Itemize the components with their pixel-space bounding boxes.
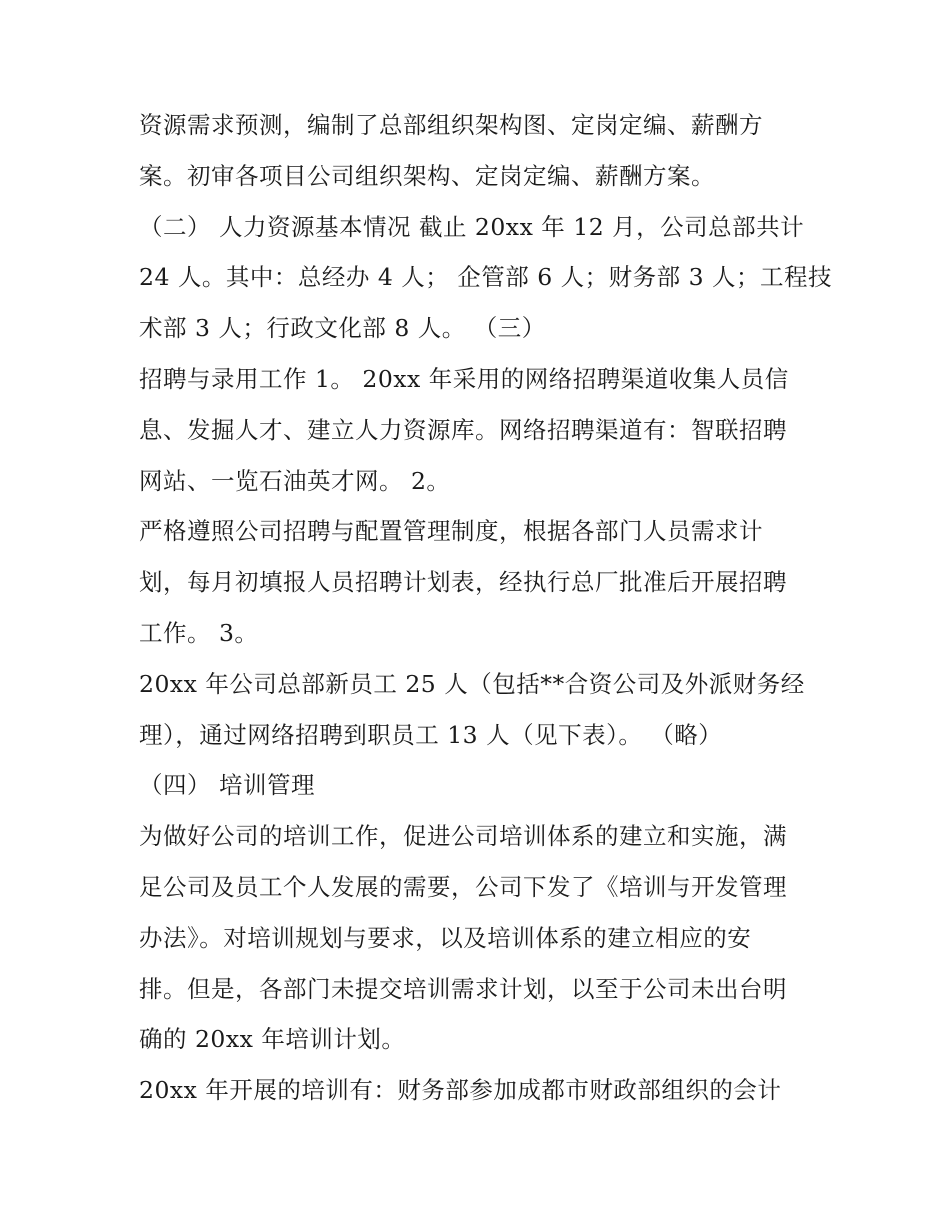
text-line: 工作。 3。 <box>139 618 259 647</box>
text-line: 20xx 年公司总部新员工 25 人（包括**合资公司及外派财务经 <box>139 669 805 698</box>
text-line: 20xx 年开展的培训有：财务部参加成都市财政部组织的会计 <box>139 1076 782 1105</box>
text-line: 案。初审各项目公司组织架构、定岗定编、薪酬方案。 <box>139 161 715 190</box>
text-line: 网站、一览石油英才网。 2。 <box>139 466 451 495</box>
text-line: 息、发掘人才、建立人力资源库。网络招聘渠道有：智联招聘 <box>139 415 787 444</box>
text-line: 资源需求预测，编制了总部组织架构图、定岗定编、薪酬方 <box>139 111 763 139</box>
text-line: 术部 3 人；行政文化部 8 人。 （三） <box>139 314 546 343</box>
section-heading-line: （二） 人力资源基本情况 截止 20xx 年 12 月，公司总部共计 <box>139 212 805 241</box>
text-line: 排。但是，各部门未提交培训需求计划，以至于公司未出台明 <box>139 974 787 1003</box>
document-body <box>139 100 833 1116</box>
text-line: 招聘与录用工作 1。 20xx 年采用的网络招聘渠道收集人员信 <box>139 364 789 393</box>
text-line: 理），通过网络招聘到职员工 13 人（见下表）。 （略） <box>139 720 723 749</box>
text-line: 为做好公司的培训工作，促进公司培训体系的建立和实施，满 <box>139 822 787 851</box>
text-line: 24 人。其中：总经办 4 人； 企管部 6 人；财务部 3 人；工程技 <box>139 263 833 292</box>
section-heading-line: （四） 培训管理 <box>139 771 315 800</box>
text-line: 划，每月初填报人员招聘计划表，经执行总厂批准后开展招聘 <box>139 568 787 597</box>
text-line: 办法》。对培训规划与要求，以及培训体系的建立相应的安 <box>139 923 752 952</box>
text-line: 严格遵照公司招聘与配置管理制度，根据各部门人员需求计 <box>139 517 763 546</box>
text-line: 足公司及员工个人发展的需要，公司下发了《培训与开发管理 <box>139 872 787 901</box>
text-line: 确的 20xx 年培训计划。 <box>139 1025 406 1054</box>
